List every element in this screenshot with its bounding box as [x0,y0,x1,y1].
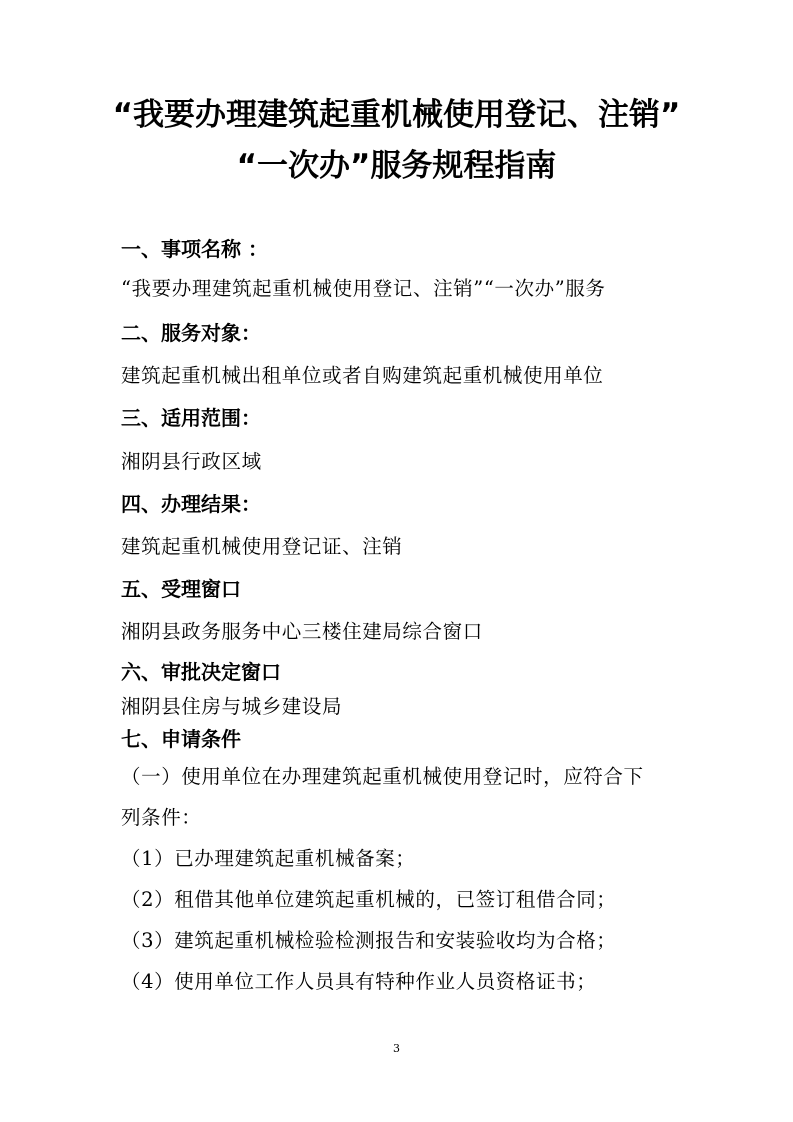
section-heading-conditions: 七、申请条件 [121,727,241,751]
conditions-paragraph: （一）使用单位在办理建筑起重机械使用登记时，应符合下 [121,765,644,788]
section-heading-service-target: 二、服务对象： [121,321,261,345]
section-content-item-name: “我要办理建筑起重机械使用登记、注销”“一次办”服务 [121,277,606,300]
section-heading-result: 四、办理结果： [121,492,261,516]
conditions-list-item: （3）建筑起重机械检验检测报告和安装验收均为合格； [121,929,617,952]
page-number: 3 [393,1042,400,1055]
section-content-result: 建筑起重机械使用登记证、注销 [121,535,403,558]
section-heading-scope: 三、适用范围： [121,406,261,430]
section-content-approval-window: 湘阴县住房与城乡建设局 [121,695,343,718]
conditions-list-item: （4）使用单位工作人员具有特种作业人员资格证书； [121,970,597,993]
document-title-line-2: “一次办”服务规程指南 [236,148,557,184]
section-heading-acceptance-window: 五、受理窗口 [121,577,241,601]
conditions-list-item: （2）租借其他单位建筑起重机械的，已签订租借合同； [121,888,617,911]
document-title-line-1: “我要办理建筑起重机械使用登记、注销” [112,97,681,133]
section-content-service-target: 建筑起重机械出租单位或者自购建筑起重机械使用单位 [121,364,604,387]
section-heading-item-name: 一、事项名称 ： [121,237,268,261]
section-content-acceptance-window: 湘阴县政务服务中心三楼住建局综合窗口 [121,620,483,643]
section-heading-approval-window: 六、审批决定窗口 [121,660,281,684]
conditions-paragraph: 列条件： [121,806,202,829]
conditions-list-item: （1）已办理建筑起重机械备案； [121,847,416,870]
section-content-scope: 湘阴县行政区域 [121,450,262,473]
